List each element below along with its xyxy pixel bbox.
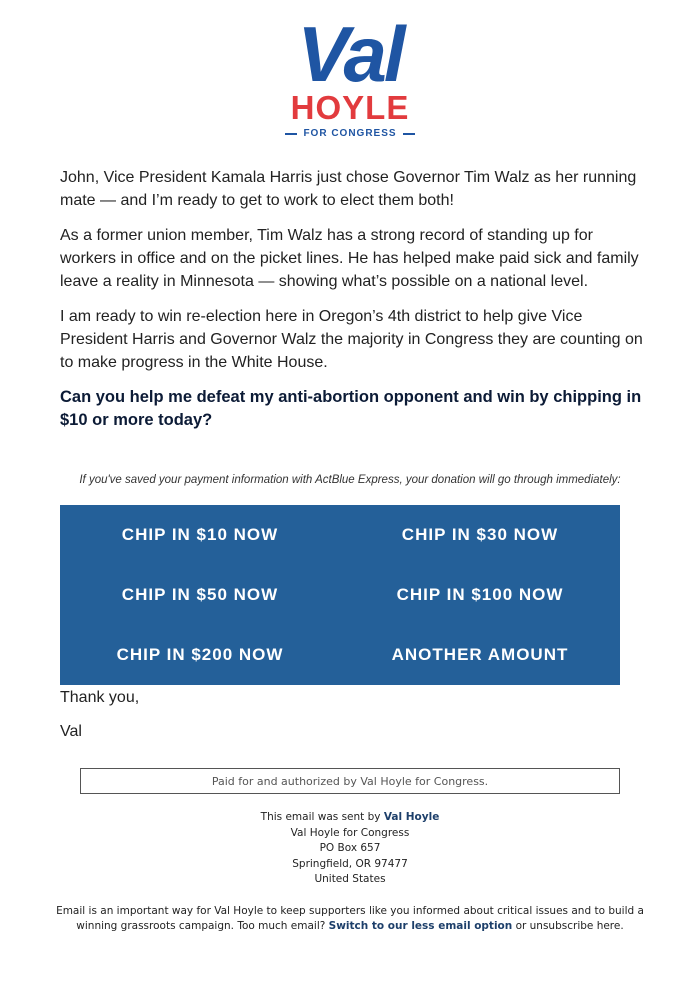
address-line: Springfield, OR 97477 — [292, 857, 408, 870]
sent-by-line — [50, 810, 650, 826]
body-paragraph: John, Vice President Kamala Harris just chose Governor Tim Walz as her running mate — and I’m ready to get to work to elect them both! — [60, 169, 637, 209]
actblue-note: If you've saved your payment information with ActBlue Express, your donation will go through immediately: — [79, 474, 621, 486]
logo-tagline-row — [270, 128, 430, 139]
sender-name: Val Hoyle — [383, 811, 440, 823]
chip-in-50-button[interactable]: CHIP IN $50 NOW — [121, 585, 279, 604]
chip-in-200-button[interactable]: CHIP IN $200 NOW — [116, 645, 284, 664]
logo-tagline: FOR CONGRESS — [303, 128, 397, 139]
body-paragraph: I am ready to win re-election here in Oregon’s 4th district to help give Vice President Harris and Governor Walz the majority in Congress they are counting on to make progress in the White House. — [60, 308, 643, 371]
email-preferences-note — [50, 904, 650, 934]
body-paragraph: As a former union member, Tim Walz has a strong record of standing up for workers in office and on the picket lines. He has helped make paid sick and family leave a reality in Minnesota — showing what’s possible on a national level. — [60, 227, 639, 290]
email-body — [60, 166, 645, 444]
paid-for-disclaimer: Paid for and authorized by Val Hoyle for Congress. — [80, 768, 620, 794]
logo-name: Val — [297, 10, 403, 98]
donation-ask: Can you help me defeat my anti-abortion opponent and win by chipping in $10 or more today? — [60, 388, 642, 429]
logo-surname: HOYLE — [290, 89, 410, 126]
less-email-link[interactable]: Switch to our less email option — [328, 919, 513, 932]
signoff — [60, 686, 139, 754]
preferences-or: or — [512, 919, 530, 932]
signoff-name: Val — [60, 723, 82, 740]
logo-dash-left — [285, 133, 297, 135]
unsubscribe-link[interactable]: unsubscribe here — [529, 919, 621, 932]
address-line: United States — [314, 873, 386, 885]
sent-by-prefix: This email was sent by — [260, 811, 384, 823]
signoff-thanks: Thank you, — [60, 689, 140, 706]
logo-dash-right — [403, 133, 415, 135]
preferences-text: Email is an important way for Val Hoyle to keep supporters like you informed about critical issues and to build a winning grassroots campaign. Too much email? — [56, 904, 644, 932]
address-line: PO Box 657 — [319, 842, 381, 854]
campaign-logo — [270, 10, 430, 142]
email-footer — [50, 810, 650, 934]
chip-in-10-button[interactable]: CHIP IN $10 NOW — [121, 525, 279, 544]
preferences-period: . — [620, 919, 624, 932]
another-amount-button[interactable]: ANOTHER AMOUNT — [391, 645, 569, 664]
chip-in-100-button[interactable]: CHIP IN $100 NOW — [396, 585, 564, 604]
chip-in-30-button[interactable]: CHIP IN $30 NOW — [401, 525, 559, 544]
address-line: Val Hoyle for Congress — [290, 826, 410, 839]
donation-button-grid — [60, 505, 620, 685]
